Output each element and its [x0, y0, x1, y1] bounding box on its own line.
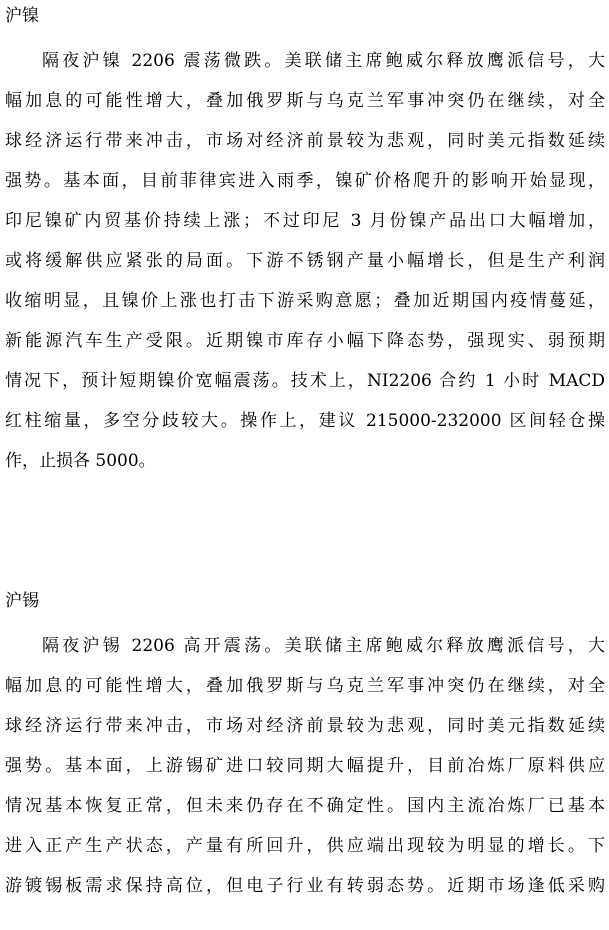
text-line: 印尼镍矿内贸基价持续上涨；不过印尼 3 月份镍产品出口大幅增加， [5, 211, 605, 231]
text-line: 红柱缩量，多空分歧较大。操作上，建议 215000-232000 区间轻仓操 [5, 411, 605, 431]
section-body-nickel [5, 41, 605, 481]
section-title-tin: 沪锡 [5, 591, 39, 611]
text-line: 游镀锡板需求保持高位，但电子行业有转弱态势。近期市场逢低采购 [5, 876, 605, 896]
text-line: 作，止损各 5000。 [5, 451, 156, 471]
text-line: 强势。基本面，上游锡矿进口较同期大幅提升，目前冶炼厂原料供应 [5, 756, 605, 776]
section-body-tin [5, 626, 605, 906]
text-line: 情况基本恢复正常，但未来仍存在不确定性。国内主流冶炼厂已基本 [5, 796, 605, 816]
text-line: 进入正产生产状态，产量有所回升，供应端出现较为明显的增长。下 [5, 836, 605, 856]
text-line: 收缩明显，且镍价上涨也打击下游采购意愿；叠加近期国内疫情蔓延， [5, 291, 605, 311]
text-line: 球经济运行带来冲击，市场对经济前景较为悲观，同时美元指数延续 [5, 716, 605, 736]
text-line: 球经济运行带来冲击，市场对经济前景较为悲观，同时美元指数延续 [5, 131, 605, 151]
text-line: 新能源汽车生产受限。近期镍市库存小幅下降态势，强现实、弱预期 [5, 331, 605, 351]
text-line: 隔夜沪镍 2206 震荡微跌。美联储主席鲍威尔释放鹰派信号，大 [42, 51, 605, 71]
text-line: 隔夜沪锡 2206 高开震荡。美联储主席鲍威尔释放鹰派信号，大 [42, 636, 605, 656]
text-line: 或将缓解供应紧张的局面。下游不锈钢产量小幅增长，但是生产利润 [5, 251, 605, 271]
text-line: 幅加息的可能性增大，叠加俄罗斯与乌克兰军事冲突仍在继续，对全 [5, 676, 605, 696]
text-line: 强势。基本面，目前菲律宾进入雨季，镍矿价格爬升的影响开始显现， [5, 171, 605, 191]
section-title-nickel: 沪镍 [5, 6, 39, 26]
text-line: 幅加息的可能性增大，叠加俄罗斯与乌克兰军事冲突仍在继续，对全 [5, 91, 605, 111]
text-line: 情况下，预计短期镍价宽幅震荡。技术上，NI2206 合约 1 小时 MACD [5, 371, 605, 391]
